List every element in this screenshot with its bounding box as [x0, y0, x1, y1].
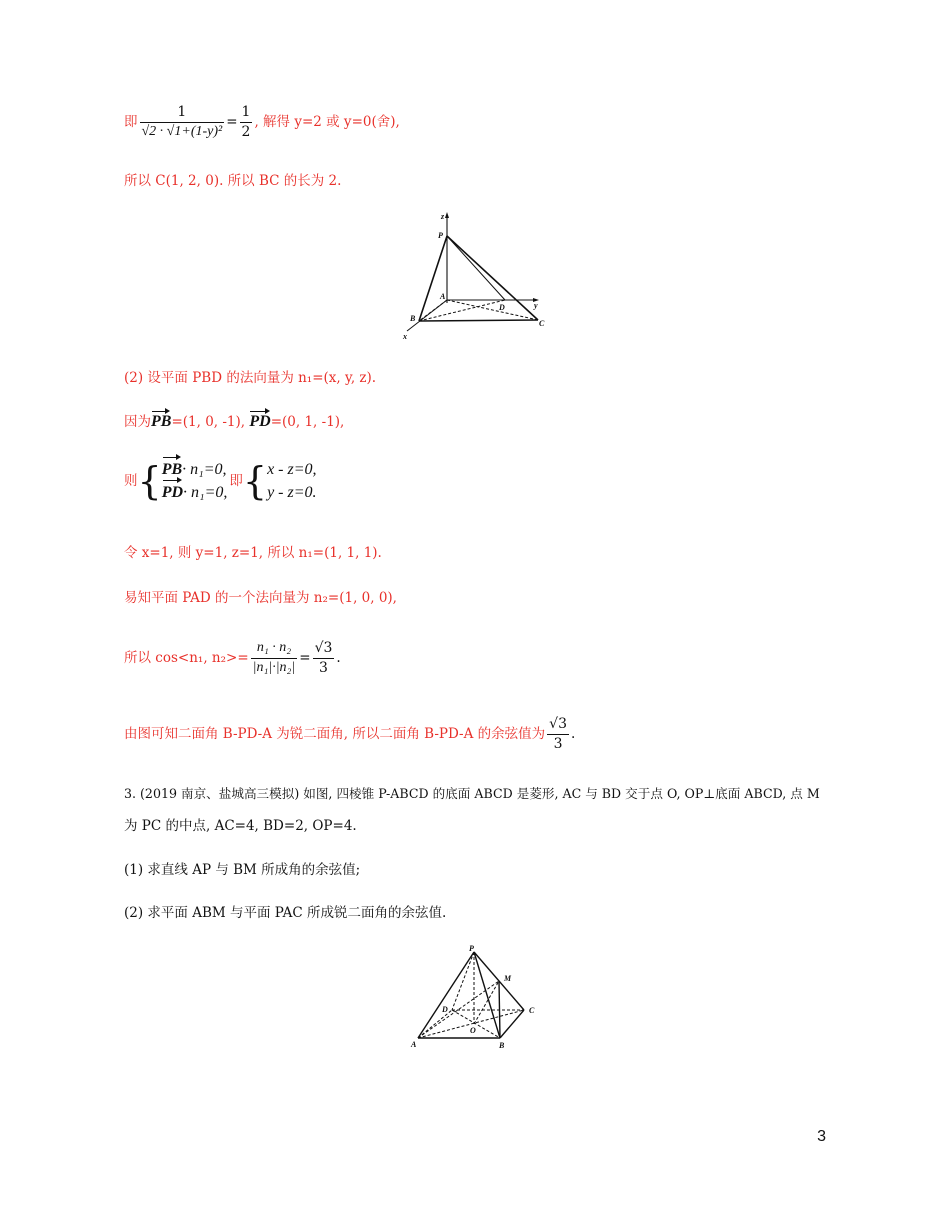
edge-bc: [500, 1010, 524, 1038]
z-axis-arrow: [445, 212, 449, 218]
fraction-1: $\frac{1}{\text{√2 · √1+(1-y)²}}$: [141, 104, 223, 139]
problem-3-question-2: (2) 求平面 ABM 与平面 PAC 所成锐二面角的余弦值.: [124, 905, 447, 921]
label-b: B: [499, 1041, 505, 1050]
label-d: D: [499, 303, 505, 312]
part-2-intro: (2) 设平面 PBD 的法向量为 n₁=(x, y, z).: [124, 370, 377, 386]
brace-left-1: {: [137, 459, 162, 504]
edge-bc: [419, 320, 538, 321]
page-number: 3: [817, 1128, 826, 1145]
problem-3-line-2: 为 PC 的中点, AC=4, BD=2, OP=4.: [124, 818, 357, 834]
edge-bm: [499, 981, 500, 1038]
line-normal-pad: 易知平面 PAD 的一个法向量为 n₂=(1, 0, 0),: [124, 590, 397, 606]
label-d: D: [442, 1005, 448, 1014]
fraction-half: $\frac{1}{2}$: [241, 104, 251, 140]
edge-pa: [418, 952, 474, 1038]
edge-pc: [447, 236, 538, 320]
cos-result-fraction: $\frac{√3}{3}$: [314, 640, 333, 676]
conclusion-line: 由图可知二面角 B-PD-A 为锐二面角, 所以二面角 B-PD-A 的余弦值为 $\frac{√3}{3}$ .: [124, 716, 576, 752]
cos-fraction: $\frac{\text{n₁ · n₂}}{\text{|n₁|·|n₂|}}$: [252, 640, 296, 675]
label-p: P: [438, 231, 443, 240]
figure-pyramid-axes: [395, 208, 555, 343]
label-p: P: [469, 944, 474, 953]
cos-line: 所以 cos<n₁, n₂>= $\frac{\text{n₁ · n₂}}{\text{|n₁|·|n₂|}}$ = $\frac{√3}{3}$ .: [124, 640, 341, 676]
edge-pb: [474, 952, 500, 1038]
label-a: A: [411, 1040, 417, 1049]
problem-3-question-1: (1) 求直线 AP 与 BM 所成角的余弦值;: [124, 862, 361, 878]
vector-pb: PB: [151, 413, 172, 430]
label-c: C: [539, 319, 545, 328]
label-a: A: [440, 292, 446, 301]
label-c: C: [529, 1006, 535, 1015]
system-line: 则{PB· n₁=0, PD· n₁=0,即{x - z=0, y - z=0.: [124, 459, 317, 504]
line-let-x: 令 x=1, 则 y=1, z=1, 所以 n₁=(1, 1, 1).: [124, 545, 382, 561]
conclusion-fraction: $\frac{√3}{3}$: [549, 716, 567, 752]
figure-pyramid-rhombus: [408, 940, 548, 1052]
label-y: y: [534, 301, 538, 310]
vectors-line: 因为PB=(1, 0, -1), PD=(0, 1, -1),: [124, 413, 345, 430]
system-2: x - z=0, y - z=0.: [267, 461, 317, 502]
label-o: O: [470, 1026, 476, 1035]
problem-3-line-1: 3. (2019 南京、盐城高三模拟) 如图, 四棱锥 P-ABCD 的底面 ABCD 是菱形, AC 与 BD 交于点 O, OP⊥底面 ABCD, 点 M: [124, 786, 820, 801]
label-b: B: [410, 314, 416, 323]
brace-left-2: {: [242, 459, 268, 504]
label-x: x: [403, 332, 407, 341]
equation-line-1: 即 $\frac{1}{\text{√2 · √1+(1-y)²}}$ = $\frac{1}{2}$ , 解得 y=2 或 y=0(舍),: [124, 104, 400, 140]
vector-pd: PD: [249, 413, 271, 430]
line-point-c: 所以 C(1, 2, 0). 所以 BC 的长为 2.: [124, 173, 342, 189]
label-m: M: [504, 974, 512, 983]
edge-om: [474, 981, 499, 1024]
system-1: PB· n₁=0, PD· n₁=0,: [162, 458, 228, 504]
edge-pd: [447, 236, 505, 300]
edge-pb: [419, 236, 447, 321]
label-z: z: [441, 212, 445, 221]
